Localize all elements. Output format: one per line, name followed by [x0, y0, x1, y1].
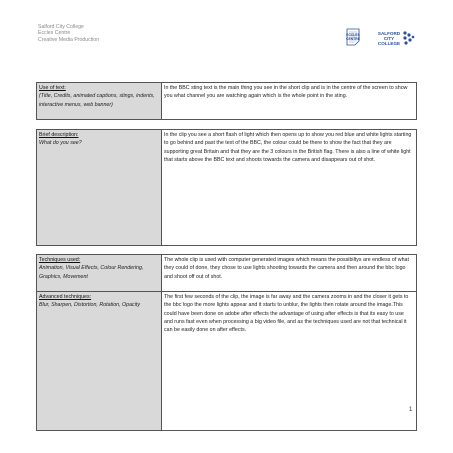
use-of-text-content: In the BBC sting text is the main thing you see in the short clip and is in the centre of the screen to show you what channel you are watching again which is the whole point in the sting.	[162, 83, 417, 120]
advanced-techniques-row	[37, 292, 417, 431]
eccles-logo-text-1: ECCLES	[346, 33, 360, 37]
use-of-text-row	[37, 83, 417, 120]
college-header	[38, 24, 99, 43]
use-of-text-table	[36, 82, 417, 120]
techniques-used-row	[37, 255, 417, 292]
advanced-techniques-content: The first few seconds of the clip, the image is far away and the camera zooms in and the closer it gets to the bbc logo the more lights appear and it starts to unblur, the lights then rotate around the image.This could have been done on adobe after effects the advantage of using after effects is that its easy to use and runs fast even when processing a big video file, and as the techniques used are not that technical it can be easily done on after effects.	[162, 292, 417, 431]
salford-logo-text-3: COLLEGE	[377, 41, 401, 46]
header-line-college: Salford City College	[38, 24, 84, 30]
header-line-course: Creative Media Production	[38, 36, 100, 43]
advanced-techniques-title: Advanced techniques:	[39, 294, 92, 300]
salford-logo-text-2: CITY	[383, 36, 395, 41]
use-of-text-title: Use of text:	[39, 85, 66, 91]
eccles-logo-text-2: CENTRE	[346, 37, 360, 41]
header-line-centre: Eccles Centre	[38, 30, 71, 37]
page-number: 1	[409, 407, 413, 413]
salford-logo-text-1: SALFORD	[377, 31, 401, 36]
advanced-techniques-subtitle: Blur, Sharpen, Distortion, Rotation, Opacity	[39, 302, 140, 309]
brief-description-row	[37, 130, 417, 246]
brief-description-label-cell	[37, 130, 162, 246]
use-of-text-label-cell	[37, 83, 162, 120]
college-logos	[345, 25, 417, 51]
brief-description-subtitle: What do you see?	[39, 140, 82, 147]
brief-description-table	[36, 129, 417, 246]
use-of-text-subtitle: (Title, Credits, animated captions, stings, indents, interactive menus, web banner)	[39, 93, 155, 108]
salford-city-college-logo	[378, 31, 414, 46]
techniques-used-label-cell	[37, 255, 162, 292]
brief-description-title: Brief description:	[39, 132, 79, 138]
advanced-techniques-label-cell	[37, 292, 162, 431]
techniques-used-content: The whole clip is used with computer generated images which means the possibiltys are endless of what they could of done, they chose to use lights shooting towards the camera and then around the bbc logo and shoot off out of shot.	[162, 255, 417, 292]
brief-description-content: In the clip you see a short flash of light which then opens up to show you red blue and white lights starting to go behind and past the text of the BBC, the colour could be there to show the fact that they are supporting great Britain and that they are the 3 colours in the British flag. There is also a line of white light that starts above the BBC text and shoots towards the camera and disappears out of shot.	[162, 130, 417, 246]
eccles-centre-logo	[346, 29, 361, 45]
techniques-used-subtitle: Animation, Visual Effects, Colour Rendering, Graphics, Movement	[39, 265, 144, 280]
techniques-used-title: Techniques used:	[39, 257, 81, 263]
techniques-table	[36, 254, 417, 431]
